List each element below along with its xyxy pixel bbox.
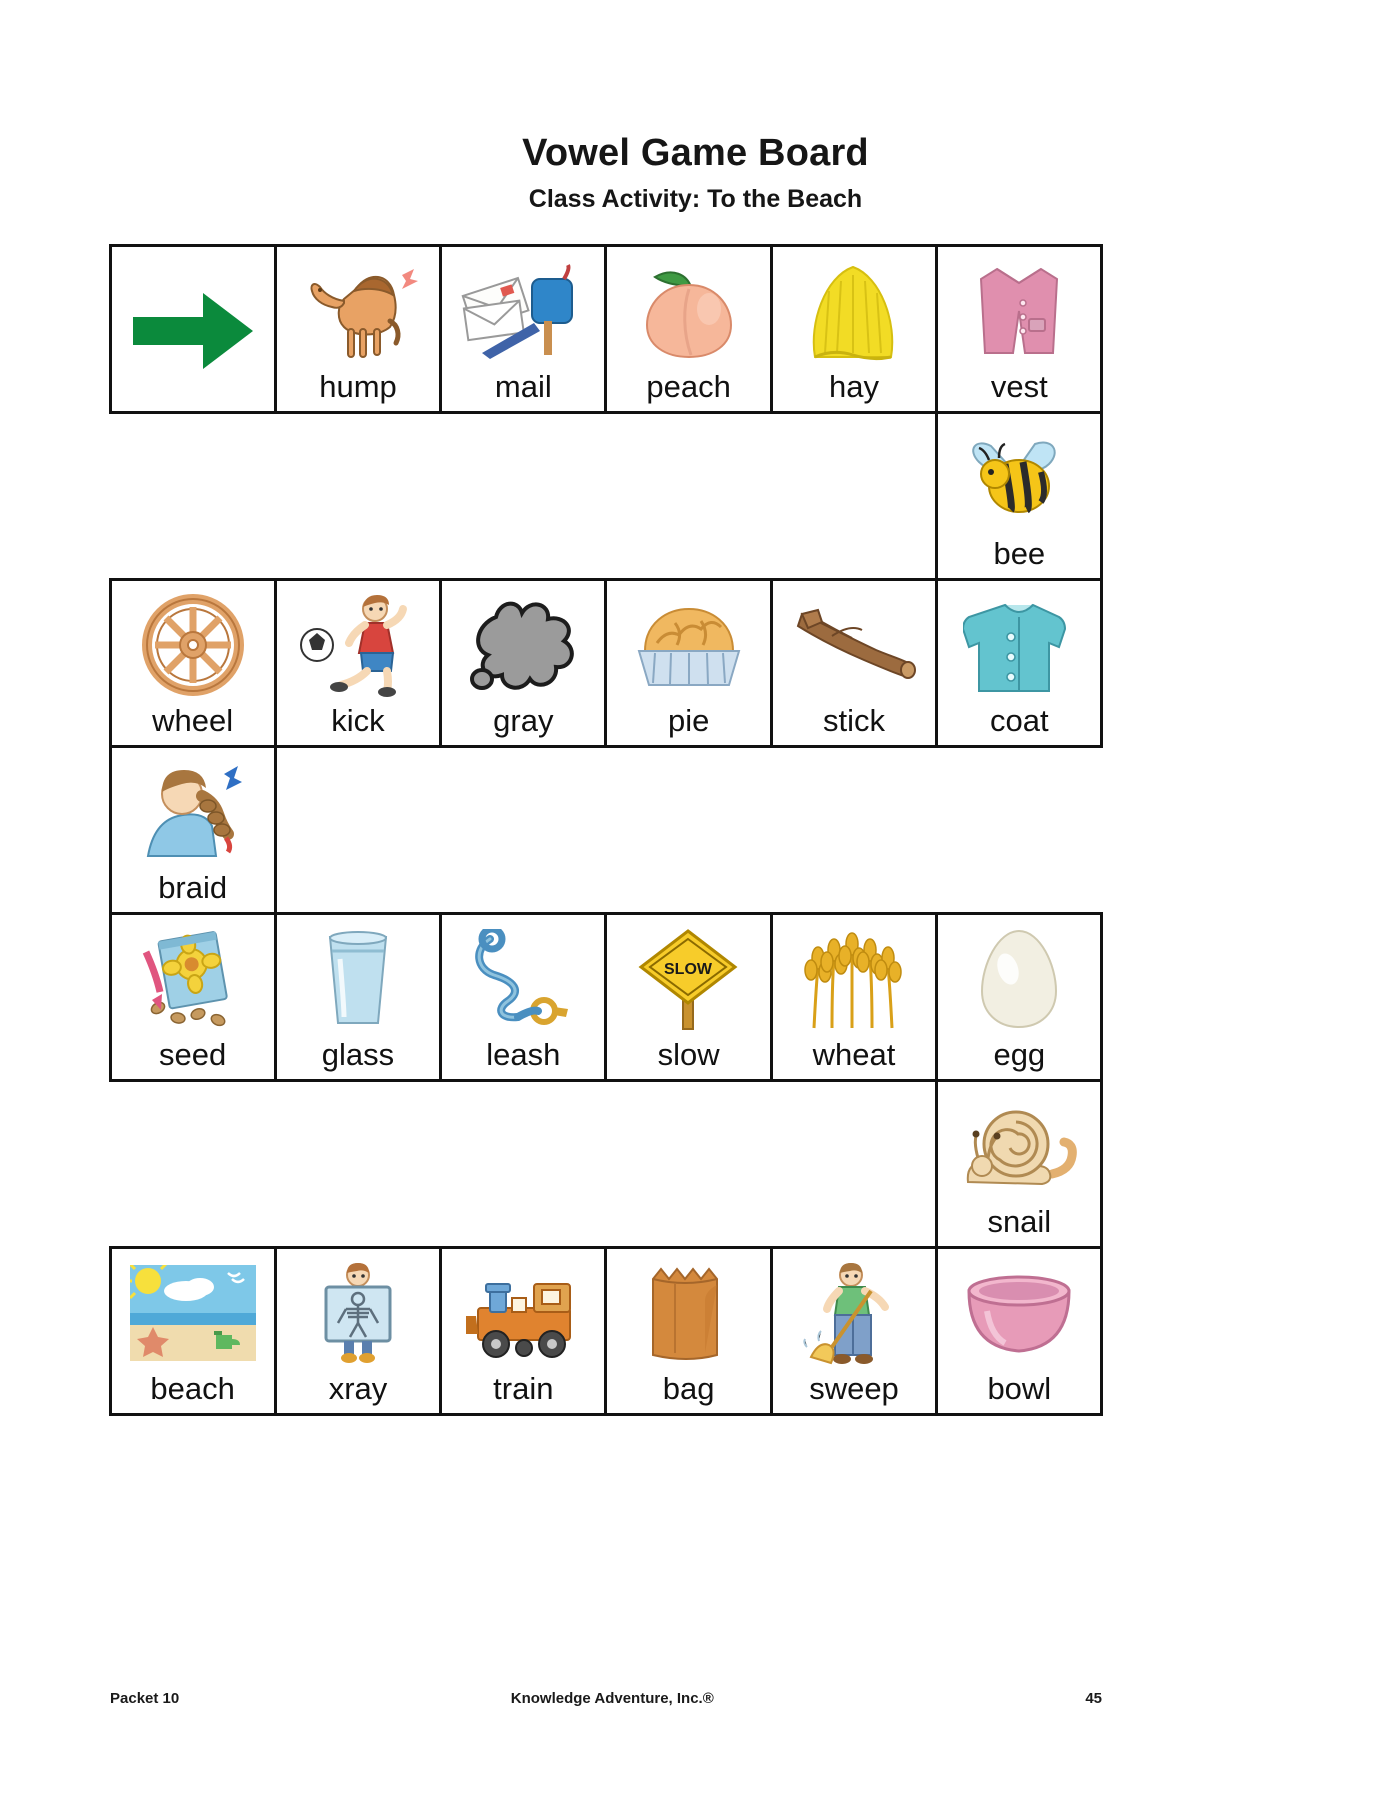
board-cell-label: vest: [990, 368, 1048, 404]
boy-kicking-ball-icon: [277, 581, 439, 705]
board-cell-empty: [935, 745, 1103, 915]
board-cell-label: braid: [158, 869, 228, 905]
board-cell-label: egg: [993, 1036, 1046, 1072]
train-icon: [442, 1249, 604, 1373]
page-subtitle: Class Activity: To the Beach: [528, 185, 863, 213]
haystack-icon: [773, 247, 935, 371]
peach-icon: [607, 247, 769, 371]
board-cell-label: bag: [662, 1370, 715, 1406]
board-cell-label: peach: [646, 368, 731, 404]
vest-icon: [938, 247, 1100, 371]
board-cell-leash[interactable]: [439, 912, 607, 1082]
board-cell-label: train: [493, 1370, 554, 1406]
board-cell-label: leash: [486, 1036, 561, 1072]
board-cell-label: wheel: [152, 702, 234, 738]
board-cell-empty: [439, 745, 607, 915]
svg-text:SLOW: SLOW: [663, 960, 712, 978]
board-cell-mail[interactable]: [439, 244, 607, 414]
board-cell-glass[interactable]: [274, 912, 442, 1082]
board-cell-bag[interactable]: [604, 1246, 772, 1416]
camel-icon: [277, 247, 439, 371]
wheat-icon: [773, 915, 935, 1039]
bowl-icon: [938, 1249, 1100, 1373]
board-cell-label: gray: [493, 702, 554, 738]
stick-icon: [773, 581, 935, 705]
board-cell-wheat[interactable]: [770, 912, 938, 1082]
board-cell-bowl[interactable]: [935, 1246, 1103, 1416]
board-cell-egg[interactable]: [935, 912, 1103, 1082]
footer-page-number: 45: [1085, 1690, 1102, 1707]
bee-icon: [938, 414, 1100, 538]
board-cell-hay[interactable]: [770, 244, 938, 414]
board-cell-label: wheat: [812, 1036, 896, 1072]
board-cell-label: coat: [990, 702, 1049, 738]
board-cell-empty: [439, 1079, 607, 1249]
board-cell-start[interactable]: [109, 244, 277, 414]
coat-icon: [938, 581, 1100, 705]
board-cell-label: mail: [494, 368, 552, 404]
seed-packet-icon: [112, 915, 274, 1039]
gray-splat-icon: [442, 581, 604, 705]
board-cell-bee[interactable]: [935, 411, 1103, 581]
board-cell-empty: [604, 745, 772, 915]
board-cell-wheel[interactable]: [109, 578, 277, 748]
page-title: Vowel Game Board: [522, 132, 869, 174]
board-cell-label: hay: [829, 368, 879, 404]
board-cell-empty: [604, 411, 772, 581]
board-cell-stick[interactable]: [770, 578, 938, 748]
sweeping-person-icon: [773, 1249, 935, 1373]
board-cell-hump[interactable]: [274, 244, 442, 414]
board-cell-empty: [274, 1079, 442, 1249]
board-cell-braid[interactable]: [109, 745, 277, 915]
board-cell-label: kick: [331, 702, 385, 738]
footer-packet-label: Packet 10: [110, 1690, 180, 1707]
board-cell-label: beach: [150, 1370, 235, 1406]
board-cell-label: bowl: [987, 1370, 1052, 1406]
board-cell-label: snail: [987, 1203, 1052, 1239]
board-cell-empty: [770, 745, 938, 915]
board-cell-beach[interactable]: [109, 1246, 277, 1416]
egg-icon: [938, 915, 1100, 1039]
board-cell-empty: [274, 411, 442, 581]
snail-icon: [938, 1082, 1100, 1206]
board-cell-label: glass: [321, 1036, 395, 1072]
slow-sign-icon: [607, 915, 769, 1039]
board-cell-empty: [109, 411, 277, 581]
board-cell-snail[interactable]: [935, 1079, 1103, 1249]
board-cell-empty: [109, 1079, 277, 1249]
board-cell-empty: [770, 411, 938, 581]
wagon-wheel-icon: [112, 581, 274, 705]
board-cell-empty: [770, 1079, 938, 1249]
board-cell-label: sweep: [809, 1370, 899, 1406]
xray-icon: [277, 1249, 439, 1373]
page-footer: [110, 1690, 1102, 1707]
braid-hair-icon: [112, 748, 274, 872]
paper-bag-icon: [607, 1249, 769, 1373]
board-cell-label: pie: [667, 702, 710, 738]
board-cell-label: xray: [328, 1370, 388, 1406]
board-cell-label: stick: [822, 702, 885, 738]
board-cell-xray[interactable]: [274, 1246, 442, 1416]
board-cell-slow[interactable]: [604, 912, 772, 1082]
board-cell-seed[interactable]: [109, 912, 277, 1082]
board-cell-sweep[interactable]: [770, 1246, 938, 1416]
board-cell-vest[interactable]: [935, 244, 1103, 414]
board-cell-empty: [274, 745, 442, 915]
board-cell-peach[interactable]: [604, 244, 772, 414]
mailbox-letters-icon: [442, 247, 604, 371]
board-cell-coat[interactable]: [935, 578, 1103, 748]
beach-scene-icon: [112, 1249, 274, 1373]
footer-publisher-label: Knowledge Adventure, Inc.®: [510, 1690, 714, 1707]
leash-icon: [442, 915, 604, 1039]
board-cell-label: slow: [657, 1036, 720, 1072]
board-cell-gray[interactable]: [439, 578, 607, 748]
glass-icon: [277, 915, 439, 1039]
vowel-game-board: [110, 245, 1102, 1414]
board-cell-label: bee: [993, 535, 1046, 571]
board-cell-train[interactable]: [439, 1246, 607, 1416]
green-right-arrow-icon: [112, 247, 274, 411]
board-cell-label: hump: [319, 368, 397, 404]
pie-icon: [607, 581, 769, 705]
board-cell-empty: [604, 1079, 772, 1249]
board-cell-kick[interactable]: [274, 578, 442, 748]
board-cell-pie[interactable]: [604, 578, 772, 748]
board-cell-label: seed: [159, 1036, 227, 1072]
board-cell-empty: [439, 411, 607, 581]
